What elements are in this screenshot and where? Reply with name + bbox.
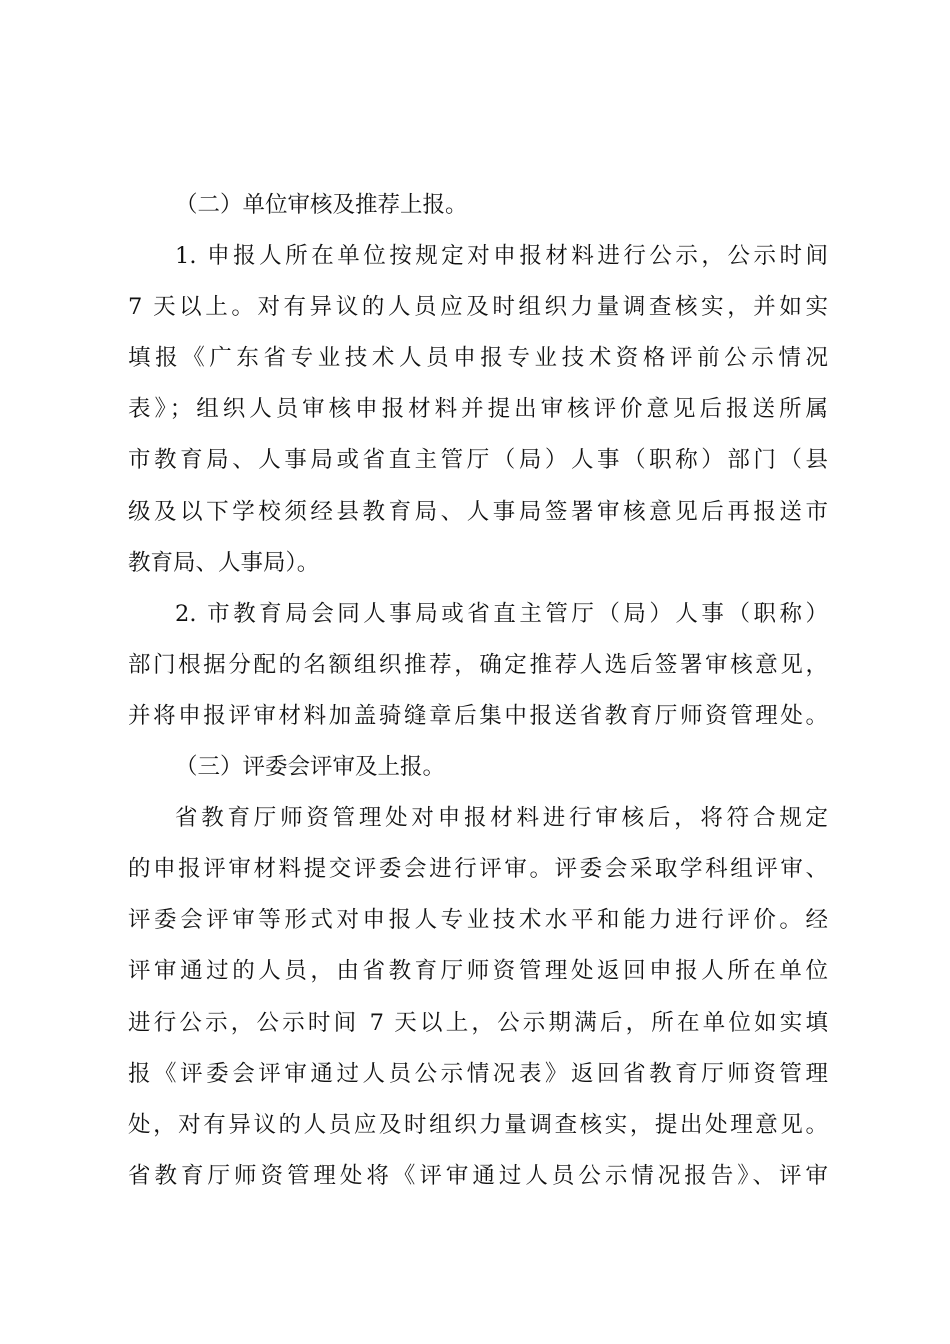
paragraph-line: 2. 市教育局会同人事局或省直主管厅（局）人事（职称） — [175, 600, 828, 627]
paragraph-line: 评审通过的人员，由省教育厅师资管理处返回申报人所在单位 — [128, 958, 828, 985]
heading-unit-review: （二）单位审核及推荐上报。 — [175, 192, 468, 218]
paragraph-line: 进行公示，公示时间 7 天以上，公示期满后，所在单位如实填 — [128, 1009, 828, 1036]
paragraph-line: 1. 申报人所在单位按规定对申报材料进行公示，公示时间 — [175, 243, 828, 270]
heading-committee-review: （三）评委会评审及上报。 — [175, 754, 446, 781]
paragraph-line: 的申报评审材料提交评委会进行评审。评委会采取学科组评审、 — [128, 856, 828, 883]
paragraph-line: 教育局、人事局）。 — [128, 549, 320, 576]
paragraph-line: 省教育厅师资管理处对申报材料进行审核后，将符合规定 — [175, 805, 828, 832]
paragraph-line: 表》；组织人员审核申报材料并提出审核评价意见后报送所属 — [128, 396, 828, 423]
paragraph-line: 报《评委会评审通过人员公示情况表》返回省教育厅师资管理 — [128, 1060, 828, 1087]
paragraph-line: 部门根据分配的名额组织推荐，确定推荐人选后签署审核意见， — [128, 651, 828, 678]
paragraph-line: 评委会评审等形式对申报人专业技术水平和能力进行评价。经 — [128, 907, 828, 934]
paragraph-line: 处，对有异议的人员应及时组织力量调查核实，提出处理意见。 — [128, 1111, 828, 1138]
paragraph-line: 7 天以上。对有异议的人员应及时组织力量调查核实，并如实 — [128, 294, 828, 321]
paragraph-line: 并将申报评审材料加盖骑缝章后集中报送省教育厅师资管理处。 — [128, 702, 828, 729]
paragraph-line: 市教育局、人事局或省直主管厅（局）人事（职称）部门（县 — [128, 447, 828, 474]
paragraph-line: 省教育厅师资管理处将《评审通过人员公示情况报告》、评审 — [128, 1162, 828, 1189]
paragraph-line: 填报《广东省专业技术人员申报专业技术资格评前公示情况 — [128, 345, 828, 372]
document-body — [128, 180, 828, 1202]
paragraph-line: 级及以下学校须经县教育局、人事局签署审核意见后再报送市 — [128, 498, 828, 525]
